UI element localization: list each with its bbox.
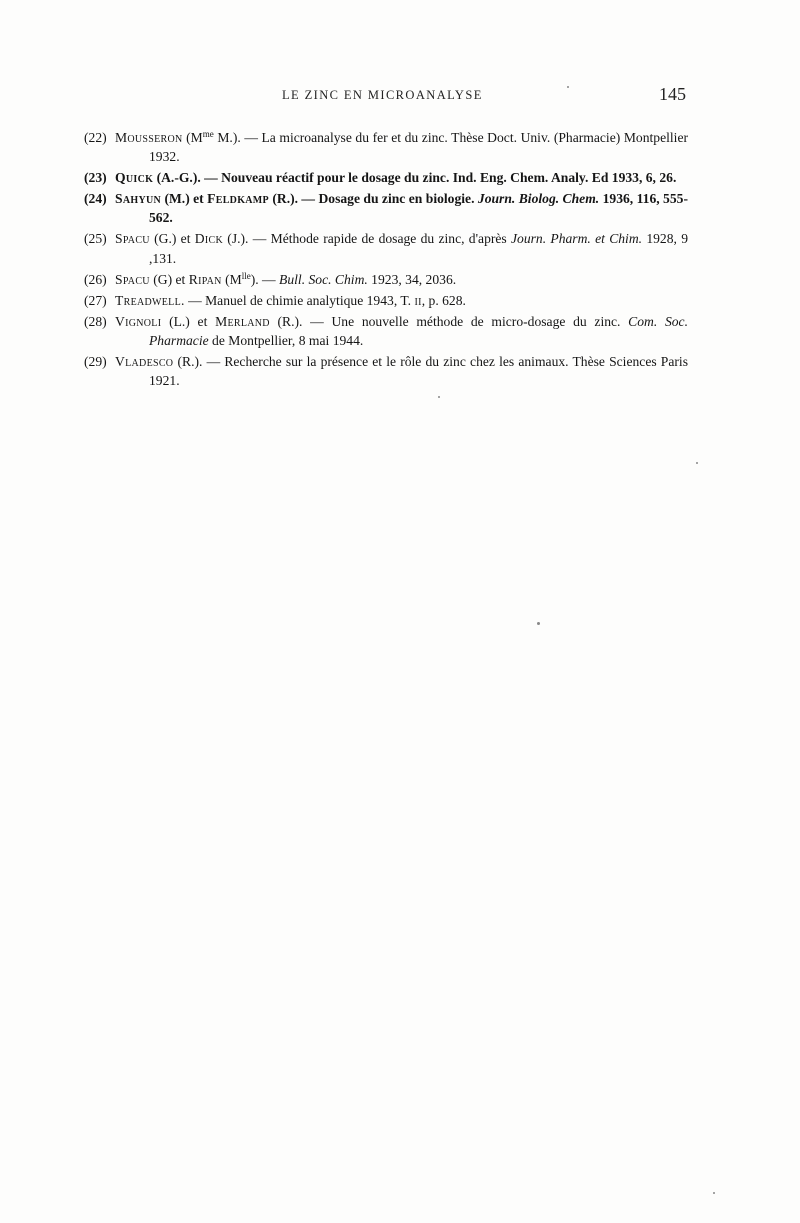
reference-number: (29) — [84, 353, 107, 369]
reference-journal: Com. Soc. Pharmacie — [149, 313, 688, 348]
reference-journal: Journ. Biolog. Chem. — [477, 191, 600, 207]
reference-author: Mousseron — [115, 130, 183, 145]
reference-author: Quick — [115, 170, 154, 186]
author-initials-tail: (J.). — — [223, 231, 271, 247]
reference-second-author: Feldkamp — [207, 191, 269, 207]
reference-second-author: Merland — [215, 313, 270, 329]
reference-22 — [84, 128, 688, 166]
reference-title: Recherche sur la présence et le rôle du zinc chez les animaux. Thèse Sciences Paris 1921. — [149, 353, 688, 389]
reference-citation: 1928, 9 ,131. — [149, 231, 688, 266]
author-initials-tail: ). — — [250, 271, 280, 287]
reference-number: (23) — [84, 170, 107, 186]
reference-title: Dosage du zinc en biologie. — [318, 191, 478, 207]
author-connector: (G.) et — [149, 231, 195, 247]
reference-title: La microanalyse du fer et du zinc. Thèse Doct. Univ. (Pharmacie) Montpellier 1932. — [149, 130, 689, 165]
author-connector: (L.) et — [161, 313, 216, 329]
author-connector: (M.) et — [161, 191, 208, 207]
author-initials: (R.). — — [173, 353, 225, 369]
reference-author: Spacu — [115, 231, 150, 247]
reference-author: Sahyun — [115, 191, 162, 207]
author-initials: (A.-G.). — — [153, 170, 222, 186]
reference-journal: Journ. Pharm. et Chim. — [511, 231, 643, 247]
author-connector: — — [184, 292, 206, 308]
author-initials-tail: M.). — — [213, 130, 262, 145]
scan-speck — [696, 462, 698, 464]
reference-list — [84, 128, 688, 392]
reference-number: (22) — [84, 130, 107, 145]
reference-title: Une nouvelle méthode de micro-dosage du zinc. — [331, 313, 629, 329]
author-initials-tail: (R.). — — [269, 313, 332, 329]
reference-title: Méthode rapide de dosage du zinc, d'après — [270, 231, 512, 247]
reference-citation: 1923, 34, 2036. — [367, 271, 457, 287]
reference-citation: de Montpellier, 8 mai 1944. — [208, 332, 364, 348]
reference-number: (26) — [84, 271, 107, 287]
reference-24 — [84, 189, 688, 227]
scan-speck — [713, 1192, 715, 1194]
reference-journal: Bull. Soc. Chim. — [279, 271, 368, 287]
author-title-superscript: me — [202, 129, 214, 139]
reference-citation: 1936, 116, 555-562. — [149, 191, 688, 226]
reference-number: (28) — [84, 313, 107, 329]
reference-second-author: Dick — [194, 231, 224, 247]
reference-author: Vladesco — [115, 353, 174, 369]
author-initials: (M — [182, 130, 203, 145]
author-initials-tail: (R.). — — [268, 191, 319, 207]
reference-27 — [84, 291, 688, 310]
reference-author: Vignoli — [115, 313, 162, 329]
reference-number: (24) — [84, 191, 107, 207]
reference-28 — [84, 312, 688, 350]
reference-29 — [84, 352, 688, 390]
reference-author: Treadwell. — [115, 292, 185, 308]
reference-25 — [84, 229, 688, 267]
scan-speck — [567, 86, 569, 88]
reference-title: Nouveau réactif pour le dosage du zinc. Ind. Eng. Chem. Analy. Ed 1933, 6, 26. — [221, 170, 677, 186]
reference-author: Spacu — [115, 271, 150, 287]
author-connector: (G) et — [149, 271, 189, 287]
running-title: LE ZINC EN MICROANALYSE — [282, 88, 483, 102]
reference-number: (27) — [84, 292, 107, 308]
author2-initials: (M — [221, 271, 242, 287]
volume-roman-numeral: ii — [414, 292, 422, 308]
page-number: 145 — [659, 84, 686, 104]
author2-title-superscript: lle — [241, 270, 251, 281]
scan-speck — [537, 622, 540, 625]
reference-title: Manuel de chimie analytique 1943, T. — [205, 292, 415, 308]
reference-second-author: Ripan — [188, 271, 222, 287]
reference-citation: , p. 628. — [421, 292, 466, 308]
reference-23 — [84, 168, 688, 187]
reference-26 — [84, 270, 688, 289]
scan-speck — [438, 396, 440, 398]
reference-number: (25) — [84, 231, 107, 247]
